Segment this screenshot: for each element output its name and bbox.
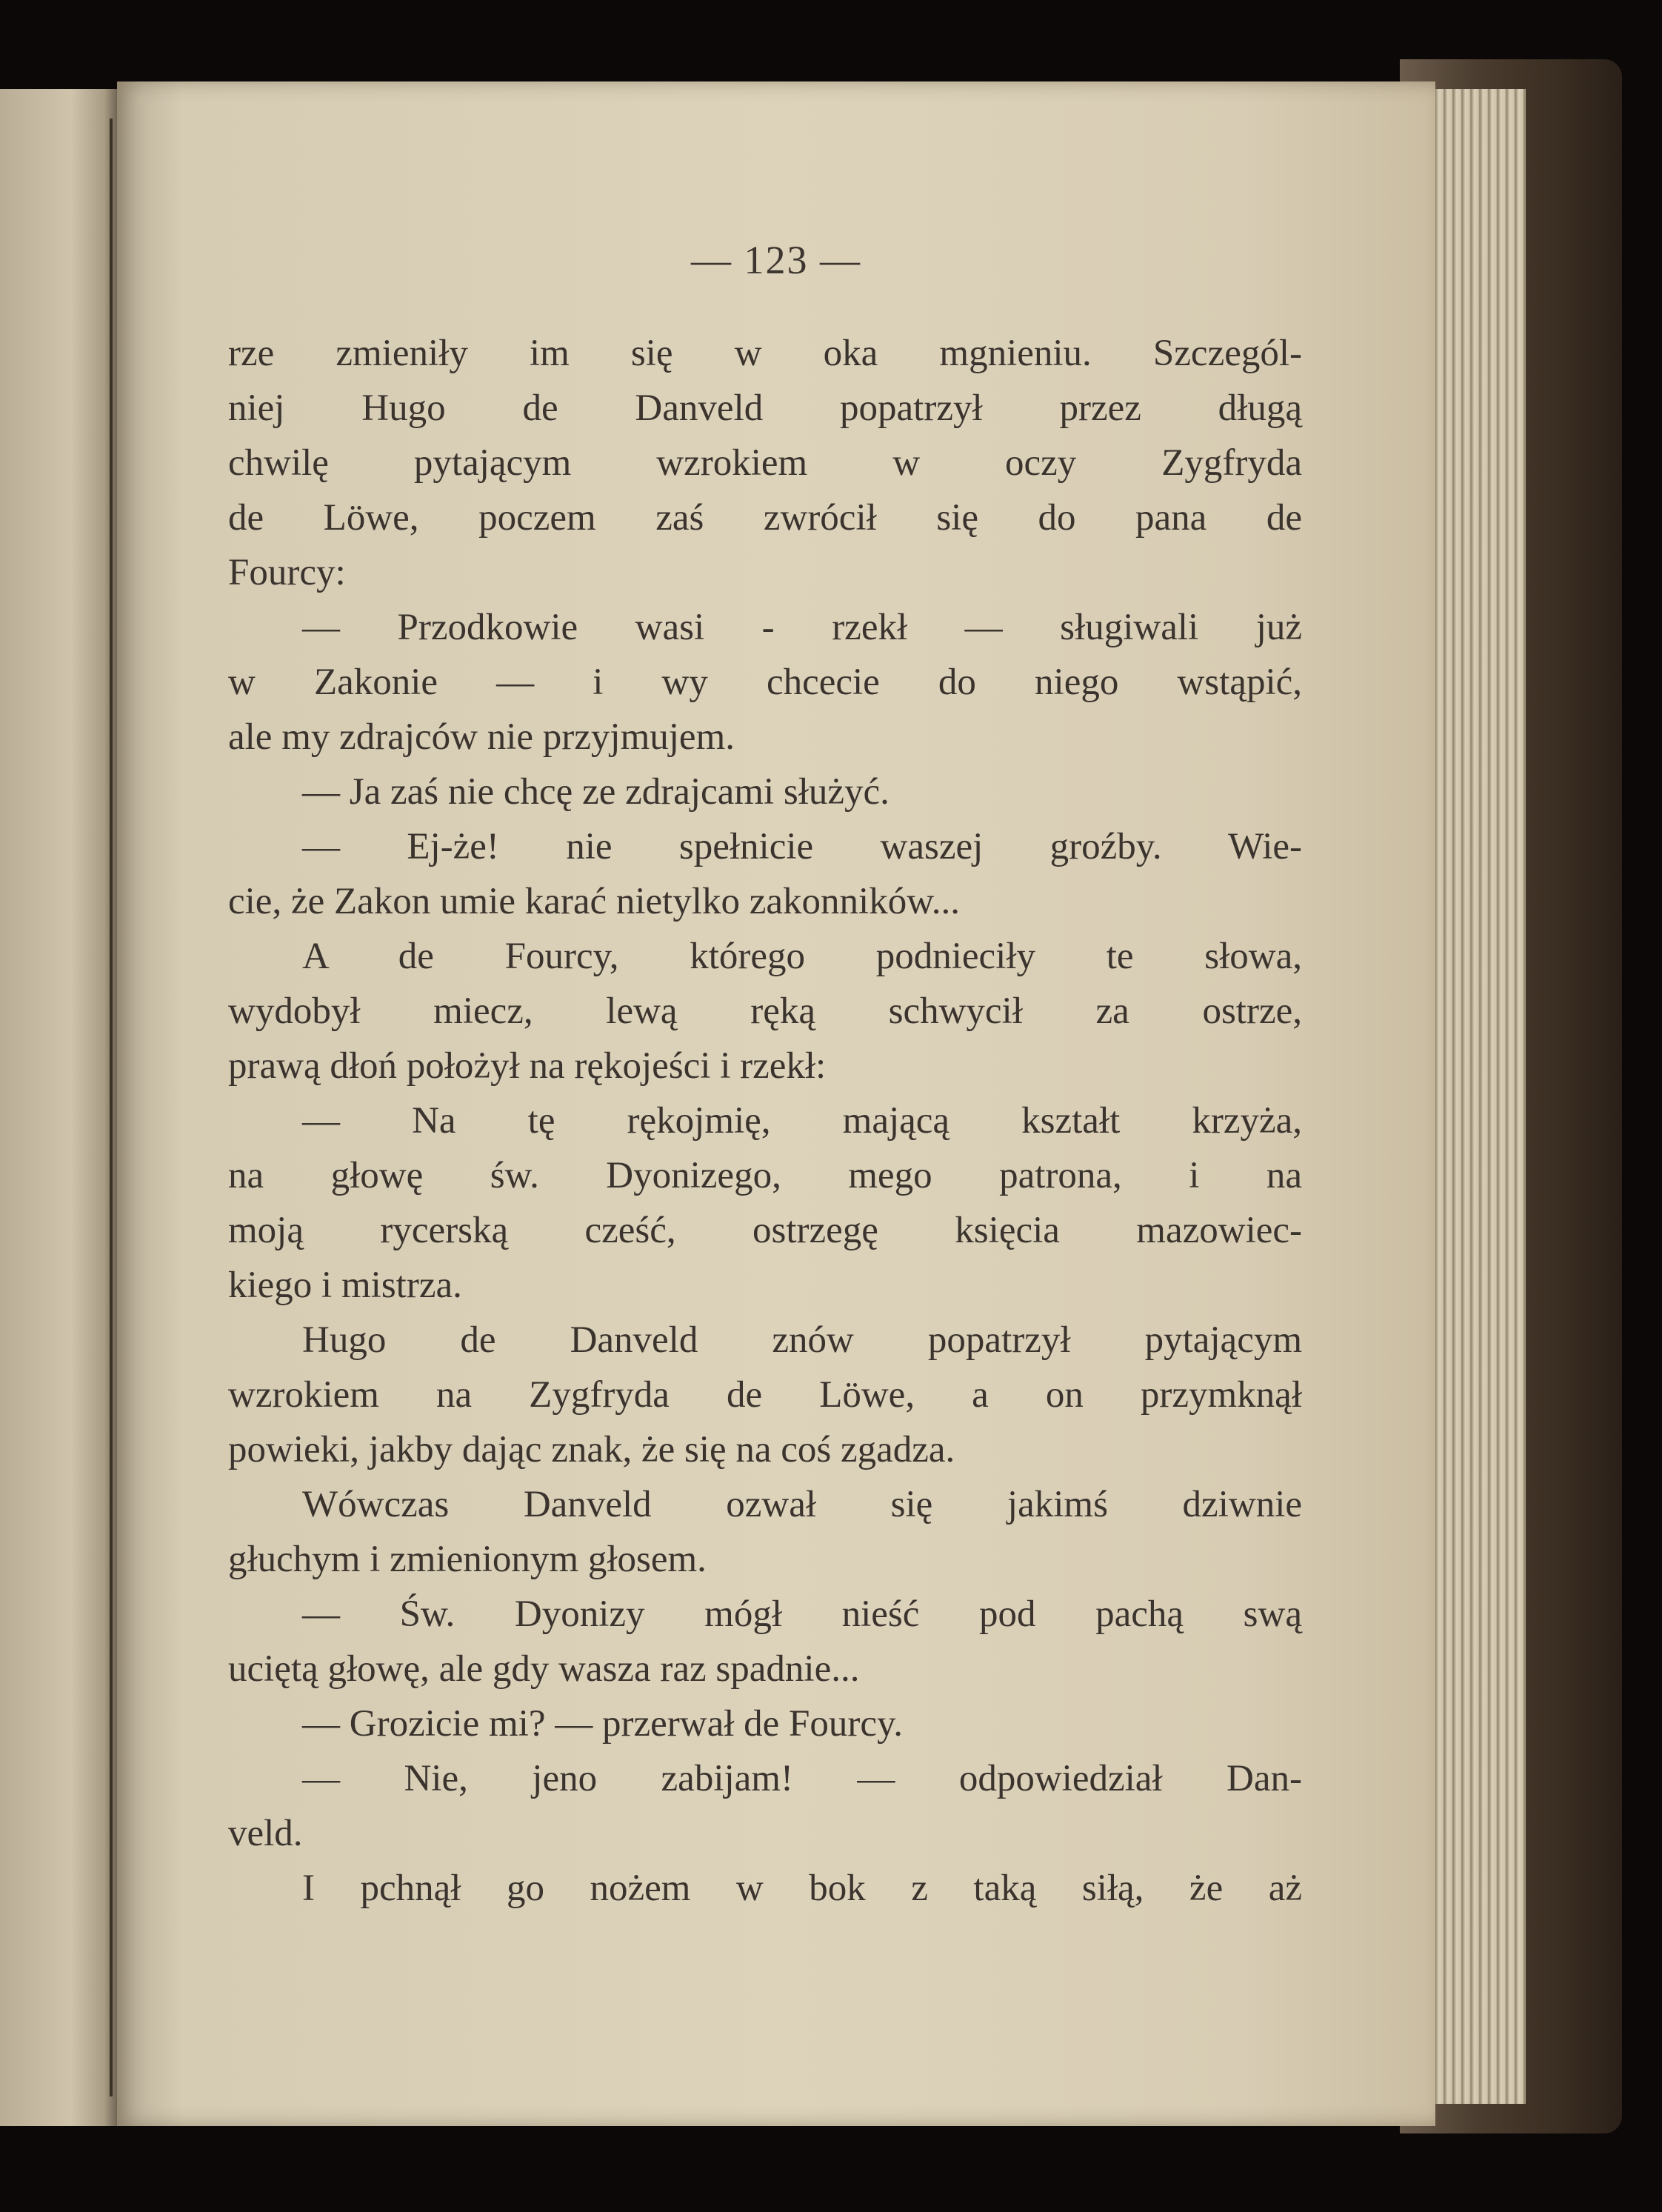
binding-edge: [110, 119, 113, 2096]
left-facing-page: [0, 89, 119, 2126]
text-line: ale my zdrajców nie przyjmujem.: [228, 716, 735, 758]
text-line: veld.: [228, 1813, 303, 1854]
text-line: Fourcy:: [228, 552, 346, 593]
page-number: — 123 —: [691, 238, 861, 282]
text-line: w Zakonie — i wy chcecie do niego wstąpić,: [228, 662, 1302, 703]
text-line: — Ej-że! nie spełnicie waszej groźby. Wie-: [302, 826, 1302, 867]
text-line: wydobył miecz, lewą ręką schwycił za ostrze,: [228, 990, 1302, 1032]
text-line: I pchnął go nożem w bok z taką siłą, że aż: [302, 1868, 1302, 1909]
text-line: — Przodkowie wasi - rzekł — sługiwali już: [302, 607, 1302, 648]
text-line: na głowę św. Dyonizego, mego patrona, i na: [228, 1155, 1302, 1196]
page-fore-edge: [1429, 89, 1526, 2104]
text-line: — Na tę rękojmię, mającą kształt krzyża,: [302, 1100, 1302, 1142]
text-line: niej Hugo de Danveld popatrzył przez długą: [228, 387, 1302, 429]
text-line: chwilę pytającym wzrokiem w oczy Zygfryda: [228, 442, 1302, 484]
text-line: A de Fourcy, którego podnieciły te słowa,: [302, 936, 1302, 977]
text-line: kiego i mistrza.: [228, 1265, 462, 1306]
book-page: [117, 81, 1435, 2126]
text-line: rze zmieniły im się w oka mgnieniu. Szczegól-: [228, 333, 1302, 374]
text-line: — Nie, jeno zabijam! — odpowiedział Dan-: [302, 1758, 1302, 1799]
text-line: Hugo de Danveld znów popatrzył pytającym: [302, 1319, 1302, 1361]
text-line: — Św. Dyonizy mógł nieść pod pachą swą: [302, 1593, 1302, 1635]
text-line: powieki, jakby dając znak, że się na coś zgadza.: [228, 1429, 955, 1470]
text-line: de Löwe, poczem zaś zwrócił się do pana de: [228, 497, 1302, 539]
text-line: prawą dłoń położył na rękojeści i rzekł:: [228, 1045, 827, 1087]
text-line: cie, że Zakon umie karać nietylko zakonników...: [228, 881, 960, 922]
text-line: uciętą głowę, ale gdy wasza raz spadnie...: [228, 1648, 860, 1690]
text-line: — Ja zaś nie chcę ze zdrajcami służyć.: [302, 771, 890, 813]
text-line: wzrokiem na Zygfryda de Löwe, a on przymknął: [228, 1374, 1302, 1416]
text-line: — Grozicie mi? — przerwał de Fourcy.: [302, 1703, 903, 1745]
text-line: głuchym i zmienionym głosem.: [228, 1539, 707, 1580]
text-line: Wówczas Danveld ozwał się jakimś dziwnie: [302, 1484, 1302, 1525]
body-text: [228, 326, 1302, 1916]
text-line: moją rycerską cześć, ostrzegę księcia mazowiec-: [228, 1210, 1302, 1251]
